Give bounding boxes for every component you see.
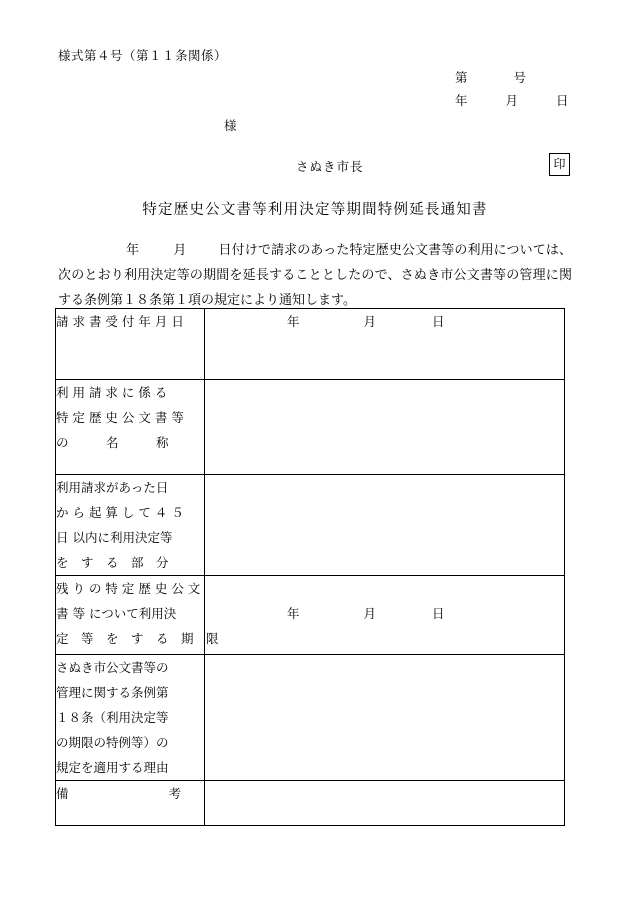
value-month: 月 <box>363 606 377 621</box>
row-label-reason <box>56 655 205 781</box>
label-line: 請 求 書 受 付 年 月 日 <box>56 314 184 329</box>
label-line: 残 り の 特 定 歴 史 公 文 <box>56 581 201 596</box>
row-value-remaining-deadline[interactable] <box>205 576 565 655</box>
label-line: １８条（利用決定等 <box>56 710 169 725</box>
body-paragraph <box>58 238 572 313</box>
row-value-45day-portion[interactable] <box>205 475 565 576</box>
page-title: 特定歴史公文書等利用決定等期間特例延長通知書 <box>142 202 488 218</box>
label-line: さぬき市公文書等の <box>56 660 169 675</box>
document-date-month: 月 <box>505 93 519 108</box>
table-row <box>56 655 565 781</box>
label-line: の 名 称 <box>56 435 169 450</box>
notification-table <box>55 308 565 826</box>
label-line: 備 考 <box>56 786 182 801</box>
row-value-request-receipt-date[interactable] <box>205 309 565 380</box>
label-line: 規定を適用する理由 <box>56 760 169 775</box>
label-line: 利 用 請 求 に 係 る <box>56 385 168 400</box>
body-month: 月 <box>173 243 187 258</box>
row-label-document-name <box>56 380 205 475</box>
row-value-reason[interactable] <box>205 655 565 781</box>
label-line: 利用請求があった日 <box>56 480 169 495</box>
table-row <box>56 576 565 655</box>
label-line: 日 以内に利用決定等 <box>56 530 173 545</box>
row-value-remarks[interactable] <box>205 781 565 826</box>
document-date-day: 日 <box>556 93 569 108</box>
value-year: 年 <box>287 314 300 329</box>
row-label-remaining-deadline <box>56 576 219 655</box>
table-row <box>56 380 565 475</box>
value-year: 年 <box>287 606 300 621</box>
ymd-line <box>205 576 564 626</box>
label-line: 書 等 について利用決 <box>56 606 177 621</box>
label-line: 特 定 歴 史 公 文 書 等 <box>56 410 184 425</box>
label-line: 管理に関する条例第 <box>56 685 169 700</box>
value-day: 日 <box>432 606 445 621</box>
seal-stamp-icon: 印 <box>549 153 570 176</box>
body-year: 年 <box>126 243 140 258</box>
row-label-remarks <box>56 781 205 826</box>
table-row <box>56 309 565 380</box>
document-number-suffix: 号 <box>513 70 527 85</box>
value-month: 月 <box>363 314 377 329</box>
label-line: 定 等 を す る 期 限 <box>56 631 219 646</box>
issuer-name: さぬき市長 <box>296 159 364 174</box>
table-row <box>56 781 565 826</box>
body-main-text: 日付けで請求のあった特定歴史公文書等の利用については、次のとおり利用決定等の期間を延長することとしたので、さぬき市公文書等の管理に関する条例第１８条第１項の規定により通知します。 <box>58 243 572 308</box>
document-number-line <box>455 68 526 86</box>
document-date-year: 年 <box>455 93 468 108</box>
ymd-line <box>205 309 564 334</box>
table-row <box>56 475 565 576</box>
form-number: 様式第４号（第１１条関係） <box>58 48 228 63</box>
document-number-label: 第 <box>455 70 468 85</box>
document-date-line <box>455 91 569 109</box>
row-value-document-name[interactable] <box>205 380 565 475</box>
label-line: を す る 部 分 <box>56 555 169 570</box>
label-line: の期限の特例等）の <box>56 735 169 750</box>
row-label-45day-portion <box>56 475 205 576</box>
row-label-request-receipt-date <box>56 309 205 380</box>
value-day: 日 <box>432 314 445 329</box>
addressee-line: 様 <box>224 118 237 133</box>
label-line: か ら 起 算 し て ４ ５ <box>56 505 184 520</box>
